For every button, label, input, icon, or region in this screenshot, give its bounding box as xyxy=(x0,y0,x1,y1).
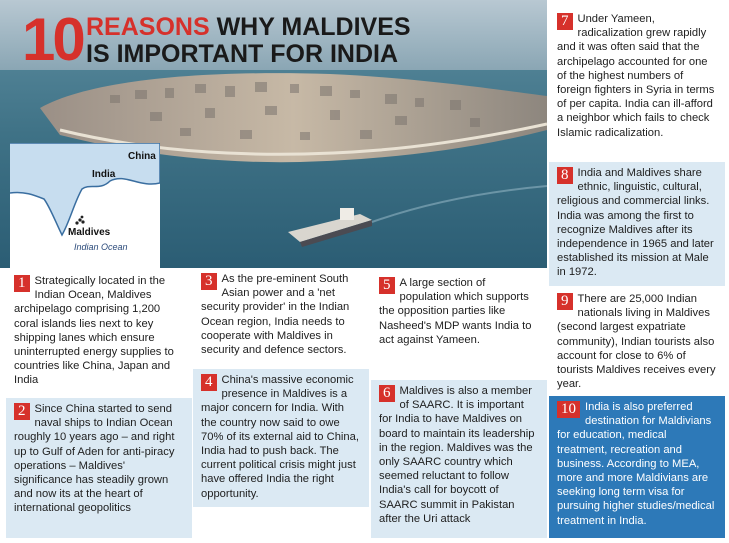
map-label-indian-ocean: Indian Ocean xyxy=(74,242,128,252)
reason-number: 5 xyxy=(379,277,395,294)
title-line1-rest: WHY MALDIVES xyxy=(209,13,411,41)
reason-text: As the pre-eminent South Asian power and a 'net security provider' in the Indian Ocean region, India needs to cooperate with Maldives in security and defence sectors. xyxy=(201,273,350,357)
inset-map xyxy=(10,143,160,268)
reason-3 xyxy=(193,268,369,368)
reason-4 xyxy=(193,369,369,507)
reason-text: Maldives is also a member of SAARC. It is important for India to have Maldives on board to maintain its leadership in the region. Maldives was the only SAARC country which seemed reluctant to follow India's call for boycott of SAARC summit in Pakistan after the Uri attack xyxy=(379,385,535,525)
reason-number: 1 xyxy=(14,275,30,292)
reason-number: 9 xyxy=(557,293,573,310)
reason-text: Strategically located in the Indian Ocean, Maldives archipelago comprising 1,200 coral islands lies next to key shipping lanes which ensure uninterrupted energy supplies to countries like China, Japan and India xyxy=(14,275,174,387)
reason-number: 7 xyxy=(557,13,573,30)
reason-number: 10 xyxy=(557,401,580,418)
title-line2: IS IMPORTANT FOR INDIA xyxy=(86,40,399,68)
reason-1 xyxy=(6,270,192,396)
reason-text: There are 25,000 Indian nationals living in Maldives (second largest expatriate community), Indian tourists also account for close to 6% of tourists Maldives receives every year. xyxy=(557,293,716,391)
reason-6 xyxy=(371,380,547,538)
reason-7 xyxy=(549,8,725,160)
reason-number: 2 xyxy=(14,403,30,420)
title-reasons: REASONS xyxy=(86,13,210,41)
reason-8 xyxy=(549,162,725,286)
reason-text: Since China started to send naval ships to Indian Ocean roughly 10 years ago – and right up to Gulf of Aden for anti-piracy operations – Maldives' significance has steadily grown and now its at the heart of international geopolitics xyxy=(14,403,175,515)
reason-text: Under Yameen, radicalization grew rapidly and it was often said that the archipelago accounted for one of the highest numbers of foreign fighters in Syria in terms of per capita. India can ill-afford a neighbor which fails to check Islamic radicalization. xyxy=(557,13,715,139)
map-label-maldives: Maldives xyxy=(68,227,111,238)
reason-text: India and Maldives share ethnic, linguistic, cultural, religious and commercial links. India was among the first to recognize Maldives after its independence in 1965 and later established its mission at Male in 1972. xyxy=(557,167,714,279)
map-label-india: India xyxy=(92,169,116,180)
reason-10 xyxy=(549,396,725,538)
map-label-china: China xyxy=(128,151,156,162)
reason-number: 4 xyxy=(201,374,217,391)
reason-2 xyxy=(6,398,192,538)
reason-number: 6 xyxy=(379,385,395,402)
title-number: 10 xyxy=(22,6,83,73)
reason-text: A large section of population which supports the opposition parties like Nasheed's MDP wants India to act against Yameen. xyxy=(379,277,532,346)
reason-number: 3 xyxy=(201,273,217,290)
reason-text: China's massive economic presence in Maldives is a major concern for India. With the country now said to owe 70% of its external aid to China, India had to push back. The current political crisis might just have offered India the right opportunity. xyxy=(201,374,359,500)
reason-9 xyxy=(549,288,725,394)
reason-number: 8 xyxy=(557,167,573,184)
reason-text: India is also preferred destination for Maldivians for education, medical treatment, recreation and business. According to MEA, more and more Maldivians are seeking long term visa for pursuing higher studies/medical treatment in India. xyxy=(557,401,715,527)
reason-5 xyxy=(371,272,547,378)
